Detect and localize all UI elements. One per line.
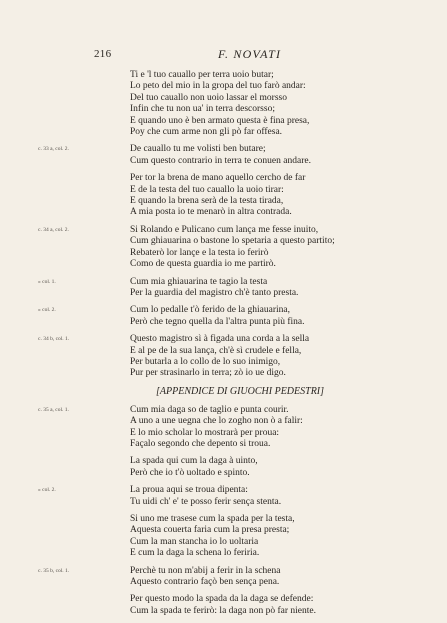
stanza — [0, 485, 447, 508]
verse-line: Cum lo pedalle t'ò ferido de la ghiauarina, — [130, 305, 290, 316]
verse-line: A mia posta io te menarò in altra contrada. — [130, 207, 292, 218]
stanza — [0, 173, 447, 219]
stanza — [0, 277, 447, 300]
verse-line: E quando uno è ben armato questa è fina presa, — [130, 115, 310, 126]
stanza — [0, 514, 447, 560]
stanza — [0, 144, 447, 167]
margin-reference: c. 35 b, col. 1. — [38, 567, 70, 574]
verse-line: Aquesta couerta faria cum la presa presta; — [130, 525, 290, 536]
verse-line: Questo magistro sì à figada una corda a la sella — [130, 334, 310, 345]
margin-reference: c. 35 a, col. 1. — [38, 406, 69, 413]
verse-line: Aquesto contrario façò ben sença pena. — [130, 577, 280, 588]
stanza — [0, 70, 447, 138]
verse-line: Per butarla a lo collo de lo suo inimigo, — [130, 356, 281, 367]
margin-reference: c. 33 a, col. 2. — [38, 146, 69, 153]
verse-line: Cum questo contrario in terra te conuen andare. — [130, 155, 311, 166]
margin-reference: c. 34 a, col. 2. — [38, 226, 69, 233]
verse-line: Tu uidi ch' e' te posso ferir sença stenta. — [130, 496, 282, 507]
verse-line: Lo peto del mio in la gropa del tuo farò andar: — [130, 81, 306, 92]
verse-line: Infin che tu non ua' in terra descorsso; — [130, 104, 275, 115]
verse-line: Si Rolando e Pulicano cum lança me fesse inuito, — [130, 224, 319, 235]
verse-line: A uno a une uegna che lo zogho non ò a falir: — [130, 416, 303, 427]
verse-line: Si uno me trasese cum la spada per la testa, — [130, 514, 295, 524]
verse-line: Poy che cum arme non gli pò far offesa. — [130, 127, 283, 138]
stanza — [0, 334, 447, 380]
poem-body — [0, 70, 447, 623]
verse-line: Cum la man stancha io lo uoltaria — [130, 536, 259, 547]
margin-reference: c. 34 b, col. 1. — [38, 336, 70, 343]
verse-line: Perchè tu non m'abij a ferir in la schena — [130, 565, 281, 576]
verse-line: De cauallo tu me volisti ben butare; — [130, 144, 266, 155]
stanza — [0, 456, 447, 479]
stanza — [0, 225, 447, 271]
verse-line: Cum ghiauarina o bastone lo spetaria a questo partito; — [130, 236, 335, 247]
verse-line: E lo mio scholar lo mostrarà per proua: — [130, 427, 280, 438]
verse-line: Però che io t'ò uoltado e spinto. — [130, 467, 250, 478]
section-title: [APPENDICE DI GIUOCHI PEDESTRI] — [156, 385, 325, 397]
margin-reference: » col. 1. — [38, 278, 56, 285]
stanza — [0, 405, 447, 451]
running-head-author: F. NOVATI — [218, 47, 282, 61]
verse-line: Façalo segondo che depento si troua. — [130, 438, 271, 449]
verse-line: Pur per strasinarlo in terra; zò io ue digo. — [130, 368, 286, 379]
verse-line: Cum mia ghiauarina te tagio la testa — [130, 276, 268, 287]
stanza — [0, 566, 447, 589]
verse-line: Ti e 'l tuo cauallo per terra uoio butar; — [130, 70, 274, 80]
verse-line: Del tuo cauallo non uoio lassar el morsso — [130, 92, 287, 103]
verse-line: E cum la daga la schena lo feriria. — [130, 548, 260, 559]
verse-line: Però che tegno quella da l'altra punta più fina. — [130, 316, 305, 327]
stanza — [0, 594, 447, 617]
verse-line: Como de questa guardia io me partirò. — [130, 259, 276, 270]
verse-line: Cum mia daga so de taglio e punta courir. — [130, 404, 289, 415]
verse-line: Cum la spada te ferirò: la daga non pò far niente. — [130, 605, 316, 616]
verse-line: Rebaterò lor lançe e la testa io ferirò — [130, 247, 269, 258]
verse-line: Per tor la brena de mano aquello cercho de far — [130, 173, 306, 184]
stanza — [0, 305, 447, 328]
poem-stanzas — [0, 70, 447, 380]
verse-line: Per questo modo la spada da la daga se defende: — [130, 594, 314, 605]
verse-line: E quando la brena serà de la testa tirada, — [130, 196, 284, 207]
margin-reference: » col. 2. — [38, 307, 56, 314]
page-header — [0, 48, 447, 64]
margin-reference: » col. 2. — [38, 487, 56, 494]
verse-line: Per la guardia del magistro ch'è tanto presta. — [130, 287, 299, 298]
verse-line: La spada qui cum la daga à uinto, — [130, 456, 258, 467]
appendix-stanzas — [0, 405, 447, 618]
verse-line: La proua aqui se troua dipenta: — [130, 485, 248, 496]
page-number: 216 — [94, 48, 112, 60]
verse-line: E de la testa del tuo cauallo la uoio tirar: — [130, 184, 284, 195]
verse-line: E al pe de la sua lança, ch'è sì crudele e fella, — [130, 345, 302, 356]
